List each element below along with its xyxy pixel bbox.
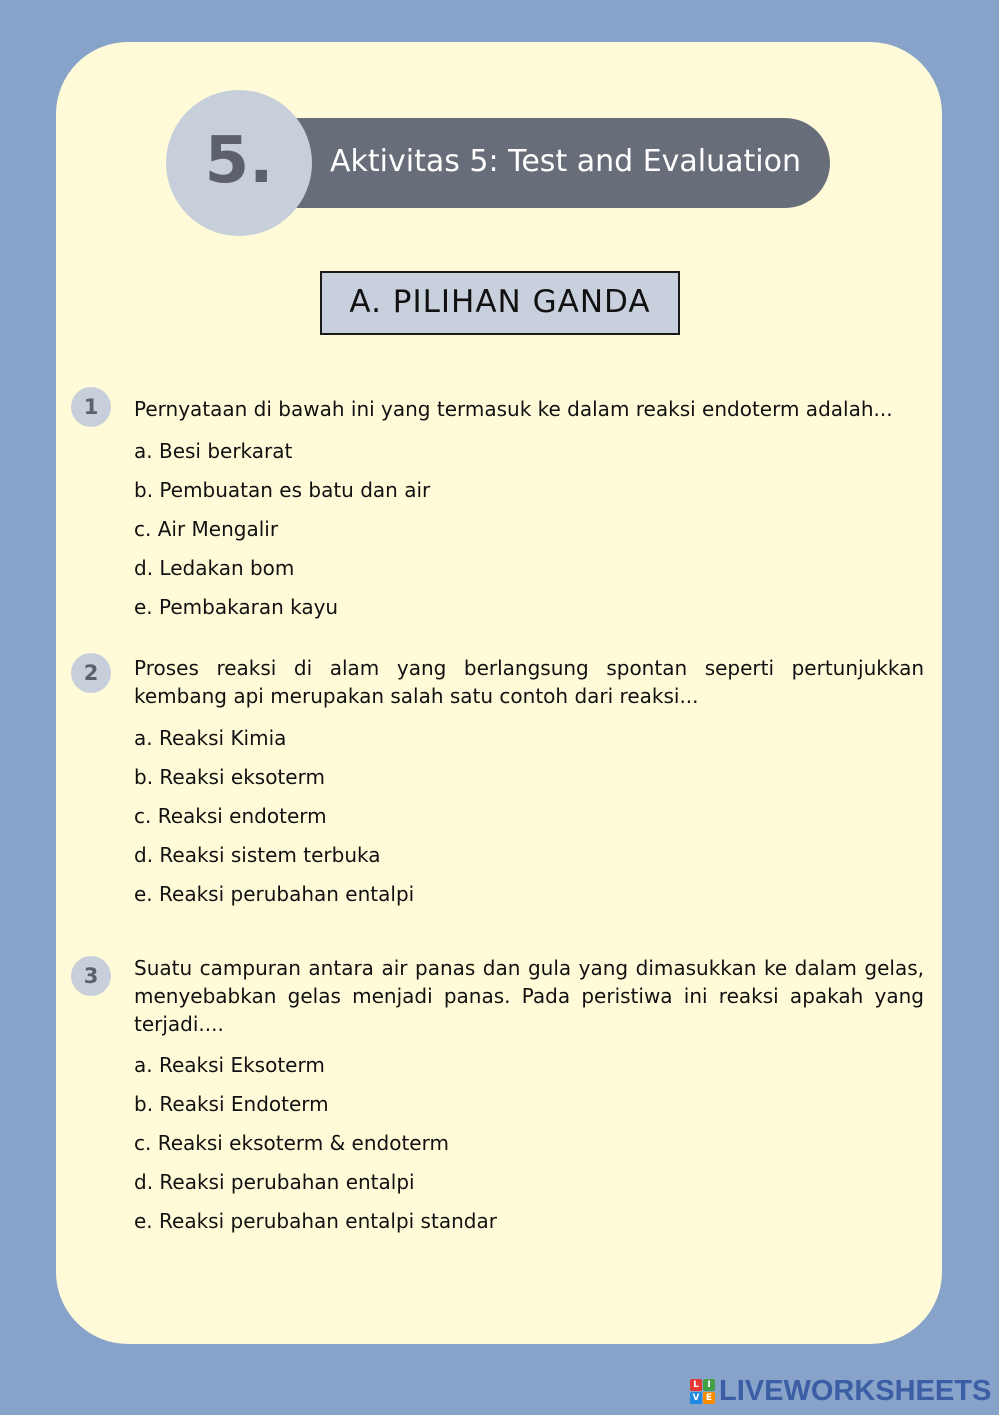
answer-option[interactable]: c. Reaksi eksoterm & endoterm: [134, 1131, 449, 1155]
answer-option[interactable]: a. Reaksi Kimia: [134, 726, 287, 750]
answer-option[interactable]: b. Reaksi eksoterm: [134, 765, 325, 789]
liveworksheets-logo[interactable]: [690, 1374, 990, 1408]
section-title: A. PILIHAN GANDA: [320, 271, 680, 335]
answer-option[interactable]: e. Reaksi perubahan entalpi standar: [134, 1209, 497, 1233]
answer-option[interactable]: d. Reaksi perubahan entalpi: [134, 1170, 415, 1194]
question-text: Proses reaksi di alam yang berlangsung spontan seperti pertunjukkan kembang api merupakan salah satu contoh dari reaksi...: [134, 656, 924, 708]
answer-option[interactable]: c. Air Mengalir: [134, 517, 279, 541]
activity-number: 5.: [204, 124, 274, 198]
answer-option[interactable]: a. Besi berkarat: [134, 439, 293, 463]
answer-option[interactable]: b. Reaksi Endoterm: [134, 1092, 329, 1116]
question-number-badge: 3: [71, 956, 111, 996]
question-text: Pernyataan di bawah ini yang termasuk ke dalam reaksi endoterm adalah...: [134, 397, 893, 421]
answer-option[interactable]: d. Ledakan bom: [134, 556, 295, 580]
activity-title: Aktivitas 5: Test and Evaluation: [330, 144, 802, 179]
answer-option[interactable]: c. Reaksi endoterm: [134, 804, 327, 828]
question-text: Suatu campuran antara air panas dan gula yang dimasukkan ke dalam gelas, menyebabkan gelas menjadi panas. Pada peristiwa ini reaksi apakah yang terjadi....: [134, 956, 924, 1036]
logo-mark-icon: L I V E: [690, 1379, 715, 1404]
answer-option[interactable]: b. Pembuatan es batu dan air: [134, 478, 431, 502]
logo-text: LIVEWORKSHEETS: [719, 1374, 992, 1407]
question-number-badge: 1: [71, 387, 111, 427]
question-number-badge: 2: [71, 653, 111, 693]
answer-option[interactable]: e. Reaksi perubahan entalpi: [134, 882, 415, 906]
answer-option[interactable]: e. Pembakaran kayu: [134, 595, 339, 619]
answer-option[interactable]: a. Reaksi Eksoterm: [134, 1053, 325, 1077]
answer-option[interactable]: d. Reaksi sistem terbuka: [134, 843, 381, 867]
